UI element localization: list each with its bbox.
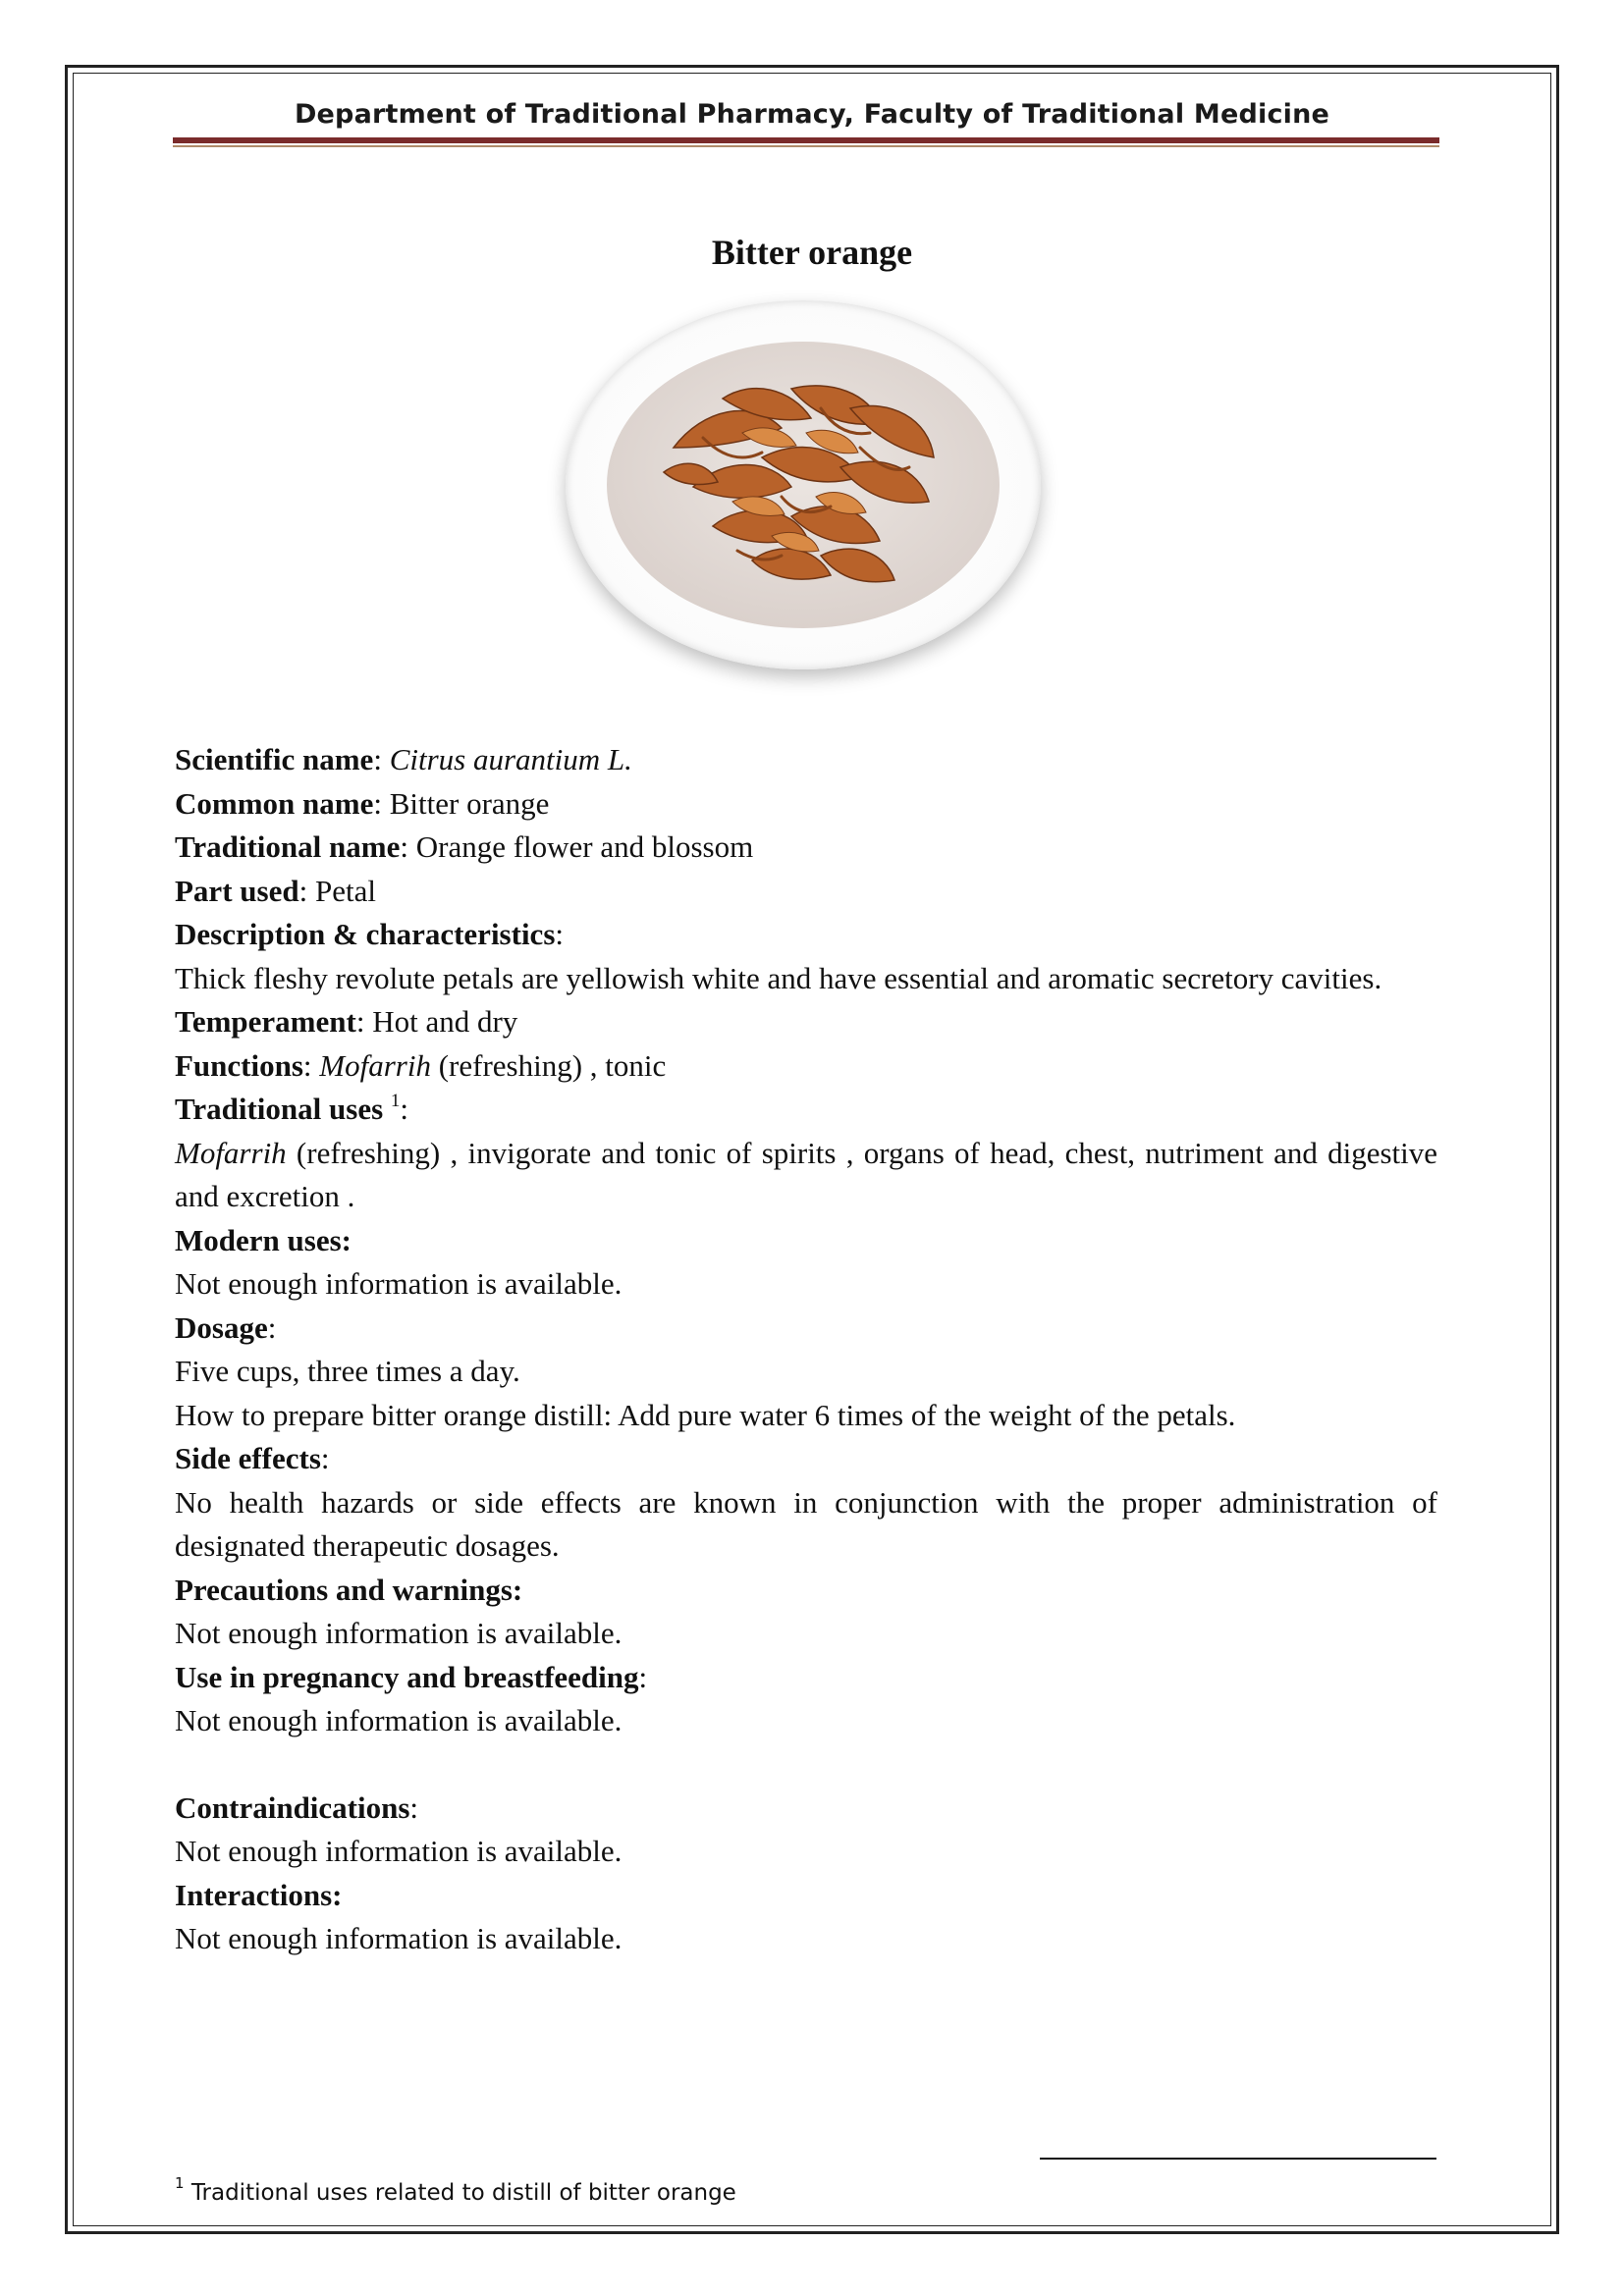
modern-uses-text: Not enough information is available. [175, 1266, 623, 1301]
modern-uses-heading [175, 1219, 1437, 1263]
functions-line: Functions: Mofarrih (refreshing) , tonic [175, 1047, 667, 1083]
footnote [175, 2174, 1353, 2206]
common-name-label: Common name [175, 785, 374, 821]
scientific-name-label: Scientific name [175, 742, 374, 776]
interactions-heading [175, 1874, 1437, 1918]
side-effects-heading: Side effects: [175, 1441, 330, 1475]
functions-label: Functions [175, 1047, 303, 1083]
precautions-label: Precautions and warnings: [175, 1572, 523, 1607]
pregnancy-text: Not enough information is available. [175, 1703, 623, 1737]
dosage-label: Dosage [175, 1309, 268, 1345]
precautions-text: Not enough information is available. [175, 1616, 623, 1650]
traditional-name-line: Traditional name: Orange flower and blossom [175, 829, 754, 864]
traditional-name-value: Orange flower and blossom [415, 829, 754, 864]
monograph-body [175, 738, 1437, 1961]
department-header: Department of Traditional Pharmacy, Faculty of Traditional Medicine [294, 99, 1330, 130]
common-name-value: Bitter orange [389, 785, 550, 821]
contraindications-label: Contraindications [175, 1789, 410, 1825]
traditional-name-label: Traditional name [175, 829, 401, 864]
dosage-heading: Dosage: [175, 1309, 277, 1345]
part-used-line: Part used: Petal [175, 873, 376, 908]
traditional-uses-text [175, 1132, 1437, 1219]
dosage-line-1: Five cups, three times a day. [175, 1354, 520, 1388]
description-label: Description & characteristics [175, 917, 556, 951]
paragraph-gap [175, 1743, 1437, 1787]
description-heading: Description & characteristics: [175, 917, 565, 951]
temperament-line: Temperament: Hot and dry [175, 1004, 518, 1039]
temperament-label: Temperament [175, 1004, 356, 1039]
interactions-label: Interactions: [175, 1877, 343, 1912]
dosage-line-2: How to prepare bitter orange distill: Add pure water 6 times of the weight of the petals. [175, 1397, 1236, 1432]
functions-italic-term: Mofarrih [319, 1047, 431, 1083]
precautions-heading [175, 1569, 1437, 1613]
header-rule [173, 137, 1439, 143]
side-effects-text: No health hazards or side effects are known in conjunction with the proper administration of designated therapeutic dosages. [175, 1484, 1437, 1563]
modern-uses-label: Modern uses: [175, 1222, 352, 1257]
traditional-uses-italic-term: Mofarrih [175, 1135, 287, 1170]
scientific-name-value: Citrus aurantium L. [389, 742, 632, 776]
traditional-uses-label: Traditional uses [175, 1092, 391, 1126]
footnote-text: Traditional uses related to distill of bitter orange [184, 2180, 736, 2206]
temperament-value: Hot and dry [372, 1004, 518, 1039]
traditional-uses-heading: Traditional uses $^1$: [175, 1090, 409, 1126]
traditional-uses-value: (refreshing) , invigorate and tonic of spirits , organs of head, chest, nutriment and digestive and excretion . [175, 1135, 1437, 1213]
footnote-reference: 1 [390, 1090, 401, 1111]
footnote-number: 1 [175, 2174, 185, 2193]
pregnancy-heading: Use in pregnancy and breastfeeding: [175, 1659, 648, 1694]
contraindications-heading: Contraindications: [175, 1789, 419, 1825]
part-used-label: Part used [175, 873, 299, 908]
header-rule-accent [173, 145, 1439, 147]
interactions-text: Not enough information is available. [175, 1921, 623, 1955]
part-used-value: Petal [314, 873, 376, 908]
side-effects-label: Side effects [175, 1441, 321, 1475]
contraindications-text: Not enough information is available. [175, 1834, 623, 1868]
pregnancy-label: Use in pregnancy and breastfeeding [175, 1659, 639, 1694]
page-title: Bitter orange [711, 233, 913, 272]
dried-petals-photo [605, 340, 1001, 630]
common-name-line: Common name: Bitter orange [175, 785, 550, 821]
footnote-separator [1040, 2158, 1436, 2160]
functions-value: (refreshing) , tonic [430, 1047, 667, 1083]
scientific-name-line: Scientific name: Citrus aurantium L. [175, 742, 632, 776]
description-text: Thick fleshy revolute petals are yellowish white and have essential and aromatic secretory cavities. [175, 960, 1382, 995]
